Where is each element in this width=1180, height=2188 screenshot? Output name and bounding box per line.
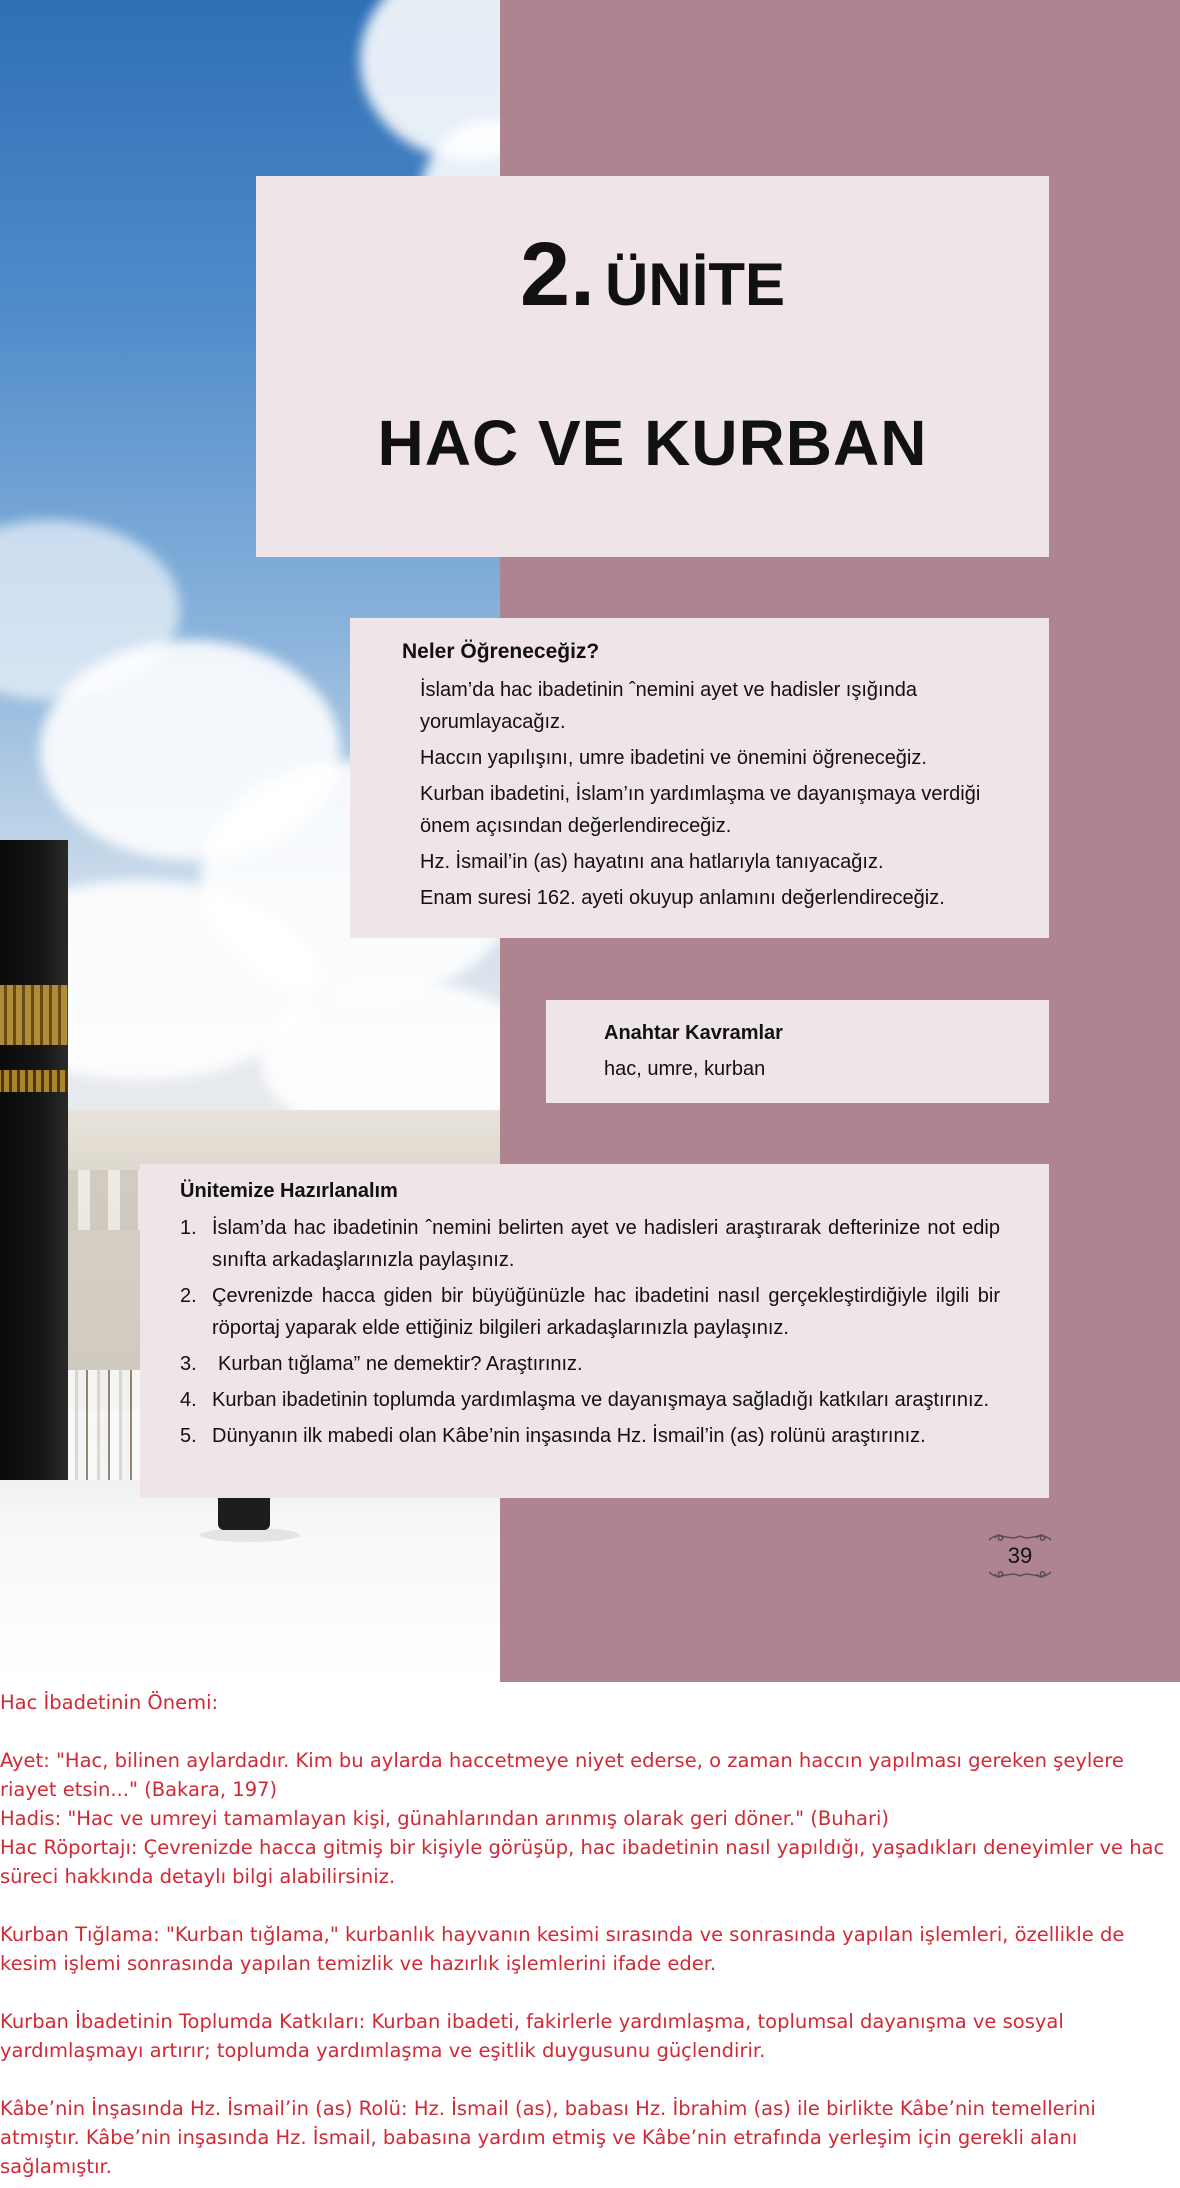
unit-number: 2.	[519, 225, 596, 325]
answer-tiglama: Kurban Tığlama: "Kurban tığlama," kurbanlık hayvanın kesimi sırasında ve sonrasında yapılan işlemleri, özellikle de kesim işlemi sonrasında yapılan temizlik ve hazırlık işlemlerini ifade eder.	[0, 1923, 1125, 1975]
item-text: Kurban tığlama” ne demektir? Araştırınız.	[218, 1353, 583, 1375]
unit-title: HAC VE KURBAN	[377, 407, 928, 479]
answer-heading: Hac İbadetinin Önemi:	[0, 1691, 219, 1714]
preparation-item	[180, 1384, 1000, 1416]
page-number: 39	[1007, 1543, 1033, 1568]
answer-text-block	[0, 1688, 1172, 2181]
answer-kabe: Kâbe’nin İnşasında Hz. İsmail’in (as) Rolü: Hz. İsmail (as), babası Hz. İbrahim (as) ile birlikte Kâbe’nin temellerini atmıştır. Kâbe’nin inşasında Hz. İsmail, babasına yardım etmiş ve Kâbe’nin etrafında yerleşim için gerekli alanı sağlamıştır.	[0, 2097, 1096, 2178]
item-number: 4.	[180, 1389, 197, 1411]
key-concepts-heading: Anahtar Kavramlar	[604, 1022, 783, 1044]
item-text: Dünyanın ilk mabedi olan Kâbe’nin inşasında Hz. İsmail’in (as) rolünü araştırınız.	[212, 1425, 926, 1447]
item-number: 1.	[180, 1217, 197, 1239]
title-panel	[256, 176, 1049, 557]
learning-goal-item: Kurban ibadetini, İslam’ın yardımlaşma ve dayanışmaya verdiği önem açısından değerlendireceğiz.	[420, 783, 981, 837]
preparation-list	[180, 1212, 1000, 1456]
answer-katkilar: Kurban İbadetinin Toplumda Katkıları: Kurban ibadeti, fakirlerle yardımlaşma, toplumsal dayanışma ve sosyal yardımlaşmayı artırır; toplumda yardımlaşma ve eşitlik duygusunu güçlendirir.	[0, 2010, 1064, 2062]
key-concepts-text: hac, umre, kurban	[604, 1058, 766, 1080]
kaaba	[0, 840, 68, 1480]
item-text: İslam’da hac ibadetinin ˆnemini belirten ayet ve hadisleri araştırarak defterinize not edip sınıfta arkadaşlarınızla paylaşınız.	[212, 1217, 1000, 1271]
learning-goals-list	[420, 674, 1020, 918]
learning-goal-item: Enam suresi 162. ayeti okuyup anlamını değerlendireceğiz.	[420, 887, 945, 909]
preparation-item	[180, 1420, 1000, 1452]
answer-ayet: Ayet: "Hac, bilinen aylardadır. Kim bu aylarda haccetmeye niyet ederse, o zaman haccın yapılması gereken şeylere riayet etsin..." (Bakara, 197)	[0, 1749, 1124, 1801]
item-number: 5.	[180, 1425, 197, 1447]
preparation-item	[180, 1280, 1000, 1344]
preparation-item	[180, 1212, 1000, 1276]
page-number-ornament	[985, 1528, 1055, 1584]
item-number: 3.	[180, 1353, 197, 1375]
item-text: Kurban ibadetinin toplumda yardımlaşma ve dayanışmaya sağladığı katkıları araştırınız.	[212, 1389, 990, 1411]
item-text: Çevrenizde hacca giden bir büyüğünüzle hac ibadetini nasıl gerçekleştirdiğiyle ilgili bir röportaj yaparak elde ettiğiniz bilgileri arkadaşlarınızla paylaşınız.	[212, 1285, 1000, 1339]
answer-roportaj: Hac Röportajı: Çevrenizde hacca gitmiş bir kişiyle görüşüp, hac ibadetinin nasıl yapıldığı, yaşadıkları deneyimler ve hac süreci hakkında detaylı bilgi alabilirsiniz.	[0, 1836, 1165, 1888]
unit-heading	[256, 224, 1049, 327]
preparation-panel	[140, 1164, 1049, 1498]
learning-goals-panel	[350, 618, 1049, 938]
learning-goals-heading: Neler Öğreneceğiz?	[402, 640, 600, 663]
preparation-item	[180, 1348, 1000, 1380]
answer-hadis: Hadis: "Hac ve umreyi tamamlayan kişi, günahlarından arınmış olarak geri döner." (Buhari)	[0, 1807, 889, 1830]
learning-goal-item: Hz. İsmail’in (as) hayatını ana hatlarıyla tanıyacağız.	[420, 851, 884, 873]
key-concepts-panel	[546, 1000, 1049, 1103]
unit-word: ÜNİTE	[605, 251, 786, 318]
learning-goal-item: İslam’da hac ibadetinin ˆnemini ayet ve hadisler ışığında yorumlayacağız.	[420, 679, 917, 733]
preparation-heading: Ünitemize Hazırlanalım	[180, 1180, 398, 1202]
item-number: 2.	[180, 1285, 197, 1307]
learning-goal-item: Haccın yapılışını, umre ibadetini ve önemini öğreneceğiz.	[420, 747, 927, 769]
